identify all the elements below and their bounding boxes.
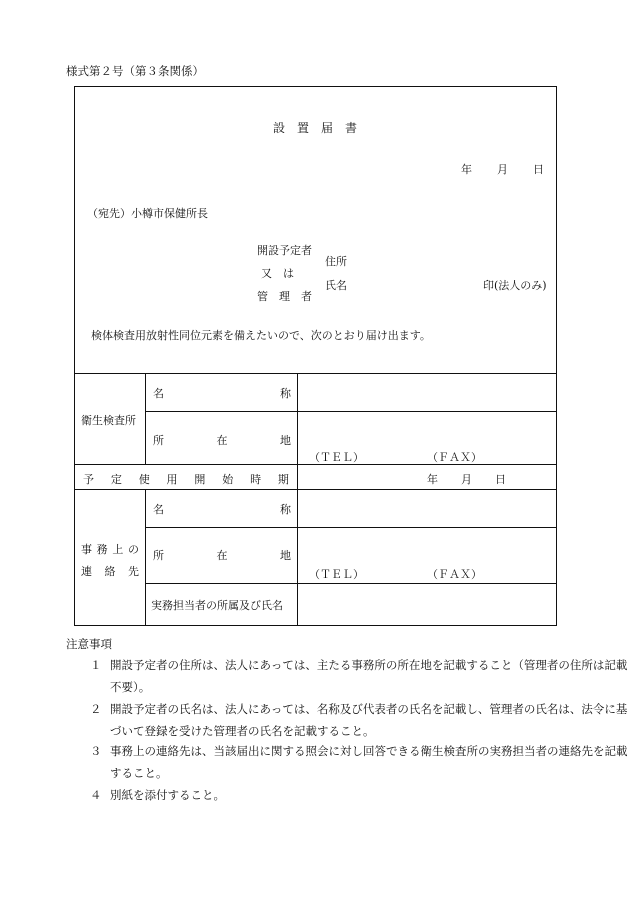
- contact-label-line1: 事 務 上 の: [81, 543, 139, 556]
- table-line: [145, 527, 556, 528]
- start-date-label: 予 定 使 用 開 始 時 期: [83, 473, 289, 486]
- lab-section-label: 衛生検査所: [81, 414, 136, 427]
- table-line: [75, 373, 556, 374]
- table-line: [145, 411, 556, 412]
- date-day: 日: [533, 163, 544, 176]
- contact-fax-label: （ＦＡＸ）: [427, 568, 482, 581]
- lab-tel-label: （ＴＥＬ）: [309, 451, 364, 464]
- table-line: [145, 373, 146, 464]
- form-frame: [74, 86, 557, 626]
- date-month: 月: [497, 163, 508, 176]
- seal-note: 印(法人のみ): [483, 279, 547, 292]
- start-date-year: 年: [427, 473, 438, 486]
- lab-location-label: 所 在 地: [153, 434, 291, 447]
- start-date-month: 月: [461, 473, 472, 486]
- form-number-label: 様式第２号（第３条関係）: [66, 64, 204, 78]
- statement: 検体検査用放射性同位元素を備えたいので、次のとおり届け出ます。: [91, 329, 431, 342]
- table-line: [75, 489, 556, 490]
- lab-name-label: 名 称: [153, 387, 291, 400]
- applicant-role-3: 管 理 者: [257, 290, 312, 303]
- table-line: [145, 489, 146, 625]
- contact-location-label: 所 在 地: [153, 549, 291, 562]
- notes-title: 注意事項: [66, 637, 112, 651]
- table-line: [145, 583, 556, 584]
- lab-fax-label: （ＦＡＸ）: [427, 451, 482, 464]
- person-in-charge-label: 実務担当者の所属及び氏名: [151, 599, 283, 612]
- contact-label-line2: 連 絡 先: [81, 565, 139, 578]
- addressee: （宛先）小樽市保健所長: [87, 207, 208, 220]
- date-year: 年: [461, 163, 472, 176]
- address-label: 住所: [325, 255, 347, 268]
- applicant-role-2: 又 は: [261, 267, 294, 280]
- contact-name-label: 名 称: [153, 503, 291, 516]
- table-line: [297, 373, 298, 625]
- applicant-role-1: 開設予定者: [257, 244, 312, 257]
- contact-tel-label: （ＴＥＬ）: [309, 568, 364, 581]
- start-date-day: 日: [495, 473, 506, 486]
- document-title: 設 置 届 書: [272, 121, 357, 135]
- name-label: 氏名: [325, 279, 347, 292]
